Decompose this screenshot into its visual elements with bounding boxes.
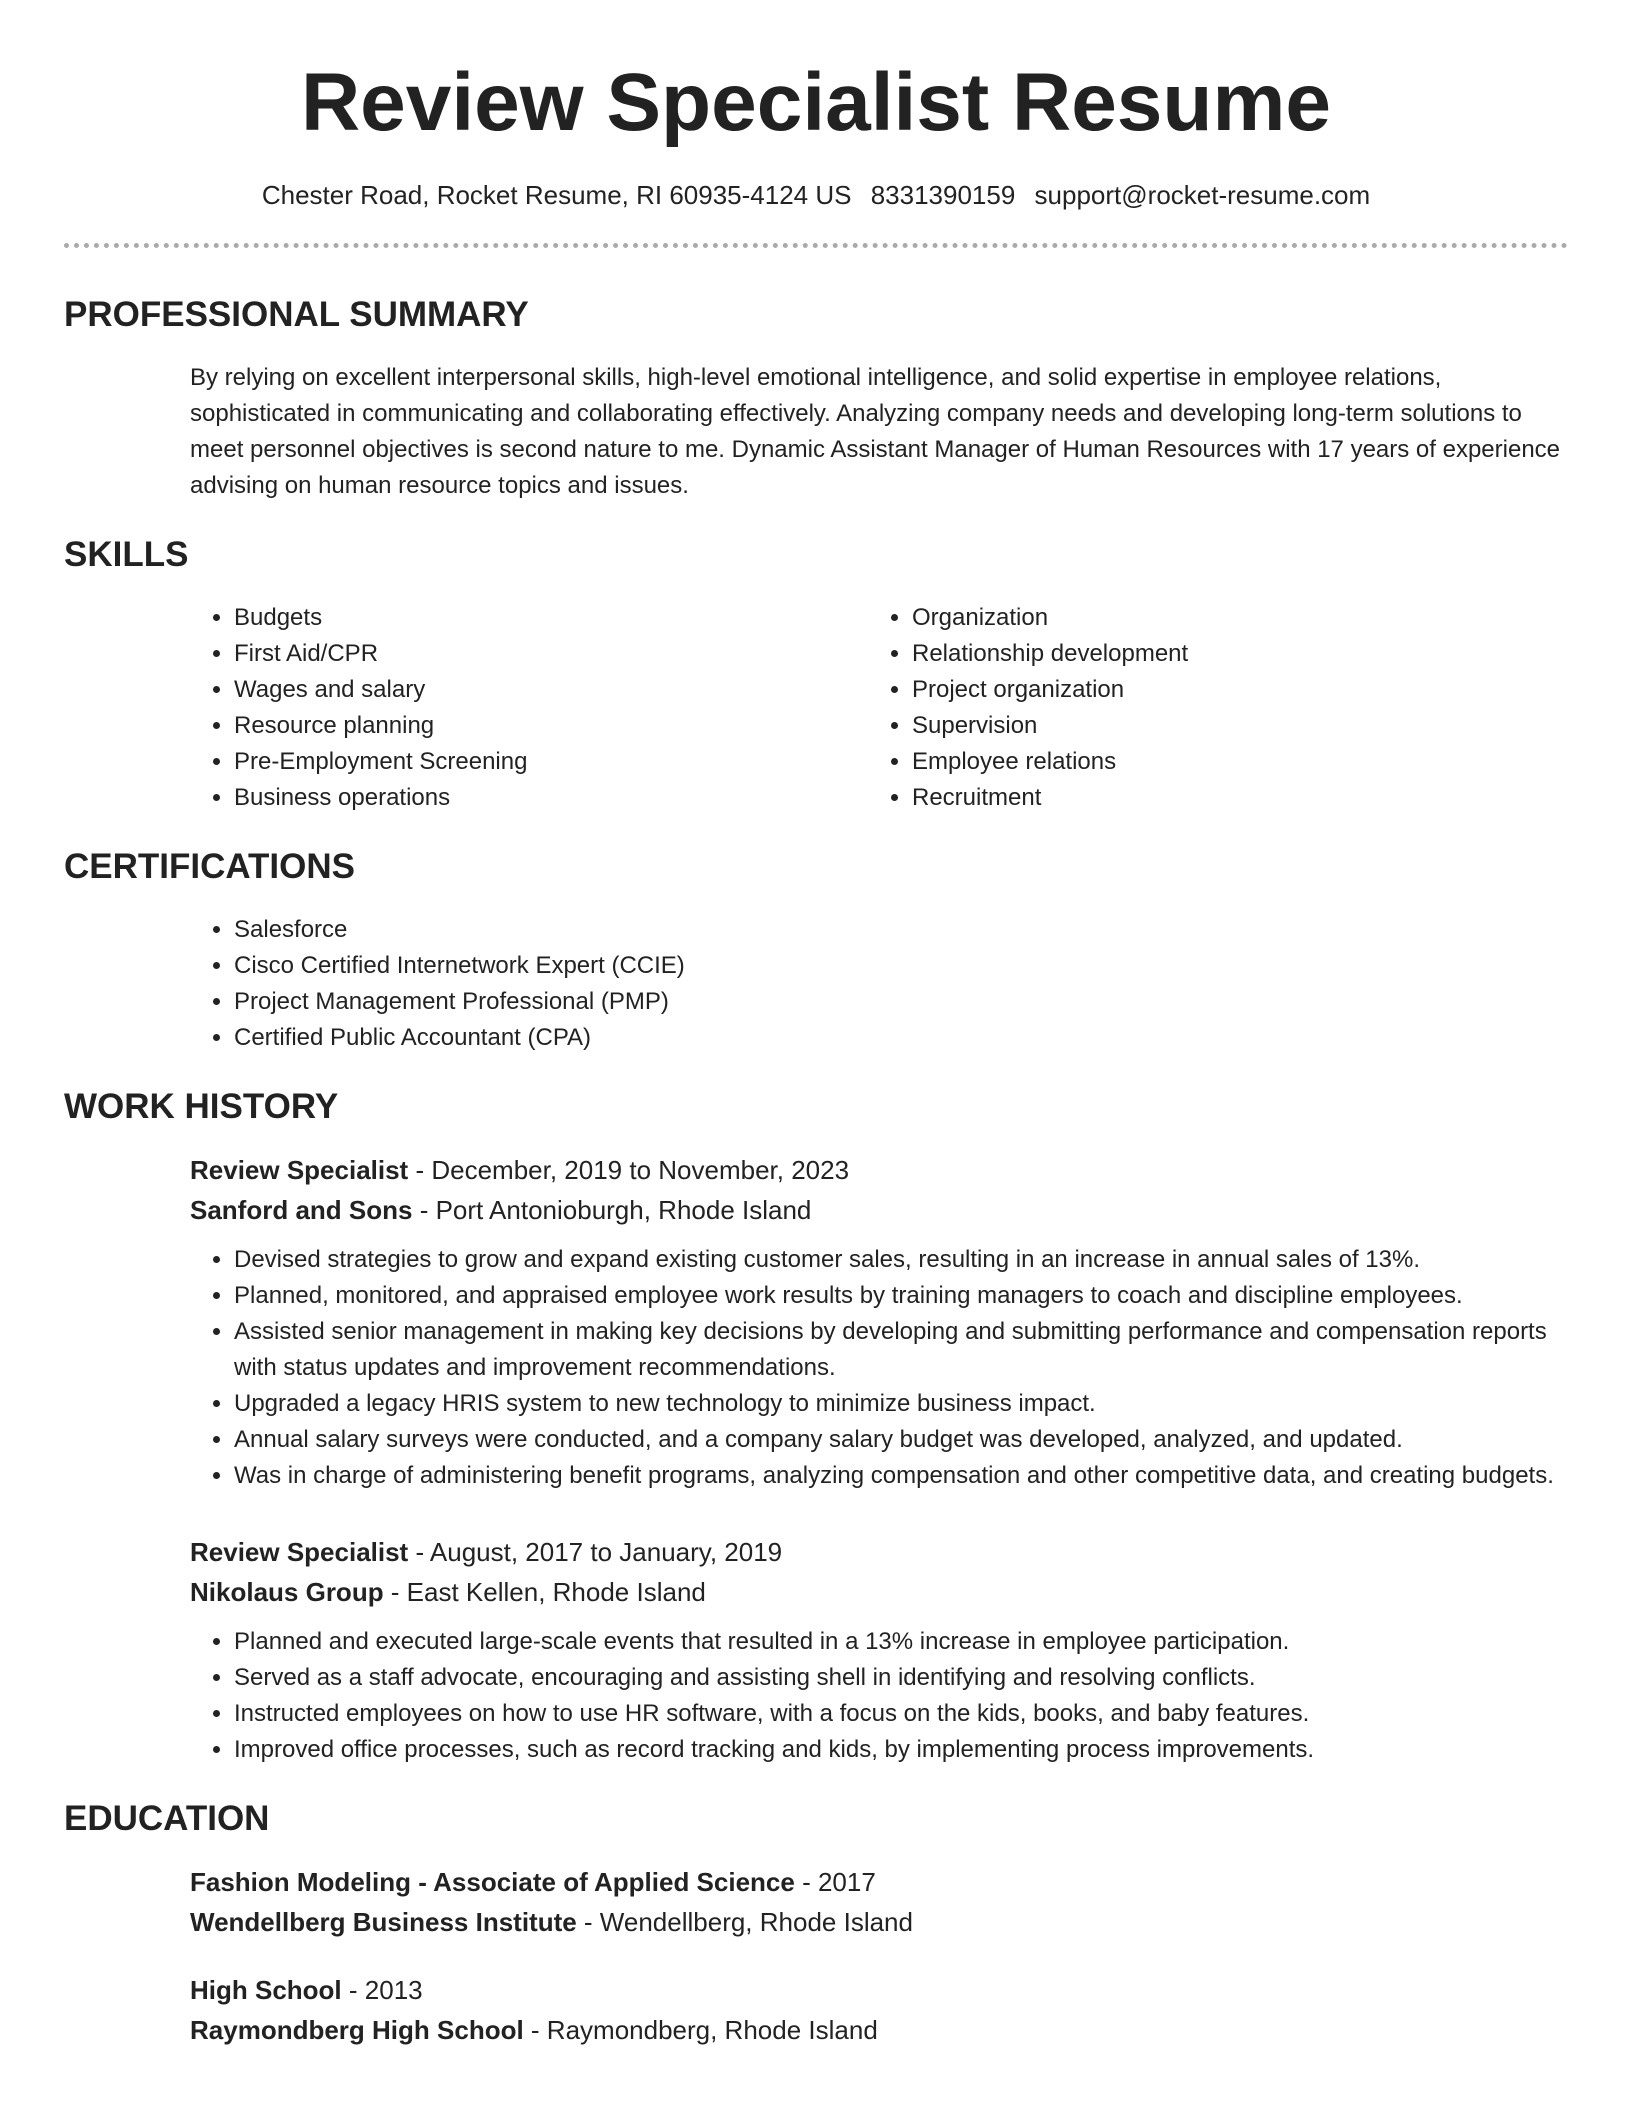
education-location: - Raymondberg, Rhode Island (523, 2015, 878, 2046)
work-history-section (64, 1086, 1568, 1768)
education-school-line (190, 2010, 1568, 2050)
contact-phone: 8331390159 (870, 180, 1016, 210)
list-item: • Served as a staff advocate, encouraging and assisting shell in identifying and resolving conflicts. (234, 1660, 1568, 1696)
job-title: Review Specialist (190, 1537, 409, 1568)
list-item: • Budgets (234, 600, 868, 636)
contact-line (64, 180, 1568, 211)
list-item: • First Aid/CPR (234, 636, 868, 672)
job-title: Review Specialist (190, 1155, 409, 1186)
skills-heading: SKILLS (64, 535, 189, 575)
education-school: Wendellberg Business Institute (190, 1907, 577, 1938)
job-entry (190, 1150, 1568, 1494)
list-item: • Instructed employees on how to use HR software, with a focus on the kids, books, and baby features. (234, 1696, 1568, 1732)
list-item: • Annual salary surveys were conducted, and a company salary budget was developed, analyzed, and updated. (234, 1422, 1568, 1458)
job-entry (190, 1532, 1568, 1768)
resume-title: Review Specialist Resume (300, 57, 1332, 148)
list-item: • Salesforce (234, 912, 1568, 948)
list-item: • Planned, monitored, and appraised employee work results by training managers to coach and discipline employees. (234, 1278, 1568, 1314)
list-item: • Resource planning (234, 708, 868, 744)
job-title-line (190, 1150, 1568, 1190)
list-item: • Was in charge of administering benefit programs, analyzing compensation and other competitive data, and creating budgets. (234, 1458, 1568, 1494)
list-item: • Planned and executed large-scale events that resulted in a 13% increase in employee participation. (234, 1624, 1568, 1660)
job-company-line (190, 1572, 1568, 1612)
job-company: Nikolaus Group (190, 1577, 384, 1608)
education-year: - 2017 (794, 1867, 876, 1898)
education-section (64, 1798, 1568, 2050)
education-entry (190, 1862, 1568, 1942)
list-item: • Business operations (234, 780, 868, 816)
contact-email: support@rocket-resume.com (1034, 180, 1371, 210)
list-item: • Relationship development (912, 636, 1546, 672)
job-company-line (190, 1190, 1568, 1230)
list-item: • Upgraded a legacy HRIS system to new technology to minimize business impact. (234, 1386, 1568, 1422)
education-degree-line (190, 1970, 1568, 2010)
job-location: - Port Antonioburgh, Rhode Island (412, 1195, 812, 1226)
work-history-heading: WORK HISTORY (64, 1087, 339, 1127)
list-item: • Certified Public Accountant (CPA) (234, 1020, 1568, 1056)
education-school: Raymondberg High School (190, 2015, 524, 2046)
list-item: • Project Management Professional (PMP) (234, 984, 1568, 1020)
job-dates: - August, 2017 to January, 2019 (408, 1537, 783, 1568)
list-item: • Improved office processes, such as record tracking and kids, by implementing process improvements. (234, 1732, 1568, 1768)
summary-text: By relying on excellent interpersonal skills, high-level emotional intelligence, and solid expertise in employee relations, sophisticated in communicating and collaborating effectively. Analyzing company needs and developing long-term solutions to meet personnel objectives is second nature to me. Dynamic Assistant Manager of Human Resources with 17 years of experience advising on human resource topics and issues. (190, 364, 1561, 500)
summary-section (64, 294, 1568, 504)
list-item: • Cisco Certified Internetwork Expert (CCIE) (234, 948, 1568, 984)
education-degree-line (190, 1862, 1568, 1902)
job-title-line (190, 1532, 1568, 1572)
list-item: • Wages and salary (234, 672, 868, 708)
skills-section (64, 534, 1568, 816)
skills-grid (190, 600, 1568, 816)
education-year: - 2013 (341, 1975, 423, 2006)
list-item: • Project organization (912, 672, 1546, 708)
certifications-heading: CERTIFICATIONS (64, 847, 356, 887)
job-bullets (190, 1624, 1568, 1768)
education-degree: High School (190, 1975, 342, 2006)
job-company: Sanford and Sons (190, 1195, 413, 1226)
header-divider (64, 243, 1568, 248)
list-item: • Pre-Employment Screening (234, 744, 868, 780)
education-entry (190, 1970, 1568, 2050)
list-item: • Devised strategies to grow and expand existing customer sales, resulting in an increase in annual sales of 13%. (234, 1242, 1568, 1278)
list-item: • Employee relations (912, 744, 1546, 780)
skills-column-left (190, 600, 868, 816)
skills-column-right (868, 600, 1546, 816)
education-heading: EDUCATION (64, 1799, 270, 1839)
job-location: - East Kellen, Rhode Island (383, 1577, 706, 1608)
education-location: - Wendellberg, Rhode Island (576, 1907, 913, 1938)
job-bullets (190, 1242, 1568, 1494)
list-item: • Assisted senior management in making key decisions by developing and submitting performance and compensation reports with status updates and improvement recommendations. (234, 1314, 1568, 1386)
job-dates: - December, 2019 to November, 2023 (408, 1155, 850, 1186)
education-school-line (190, 1902, 1568, 1942)
education-degree: Fashion Modeling - Associate of Applied Science (190, 1867, 795, 1898)
certifications-section (64, 846, 1568, 1056)
certifications-list (190, 912, 1568, 1056)
list-item: • Organization (912, 600, 1546, 636)
list-item: • Recruitment (912, 780, 1546, 816)
list-item: • Supervision (912, 708, 1546, 744)
summary-heading: PROFESSIONAL SUMMARY (64, 295, 529, 335)
contact-address: Chester Road, Rocket Resume, RI 60935-4124 US (261, 180, 852, 210)
